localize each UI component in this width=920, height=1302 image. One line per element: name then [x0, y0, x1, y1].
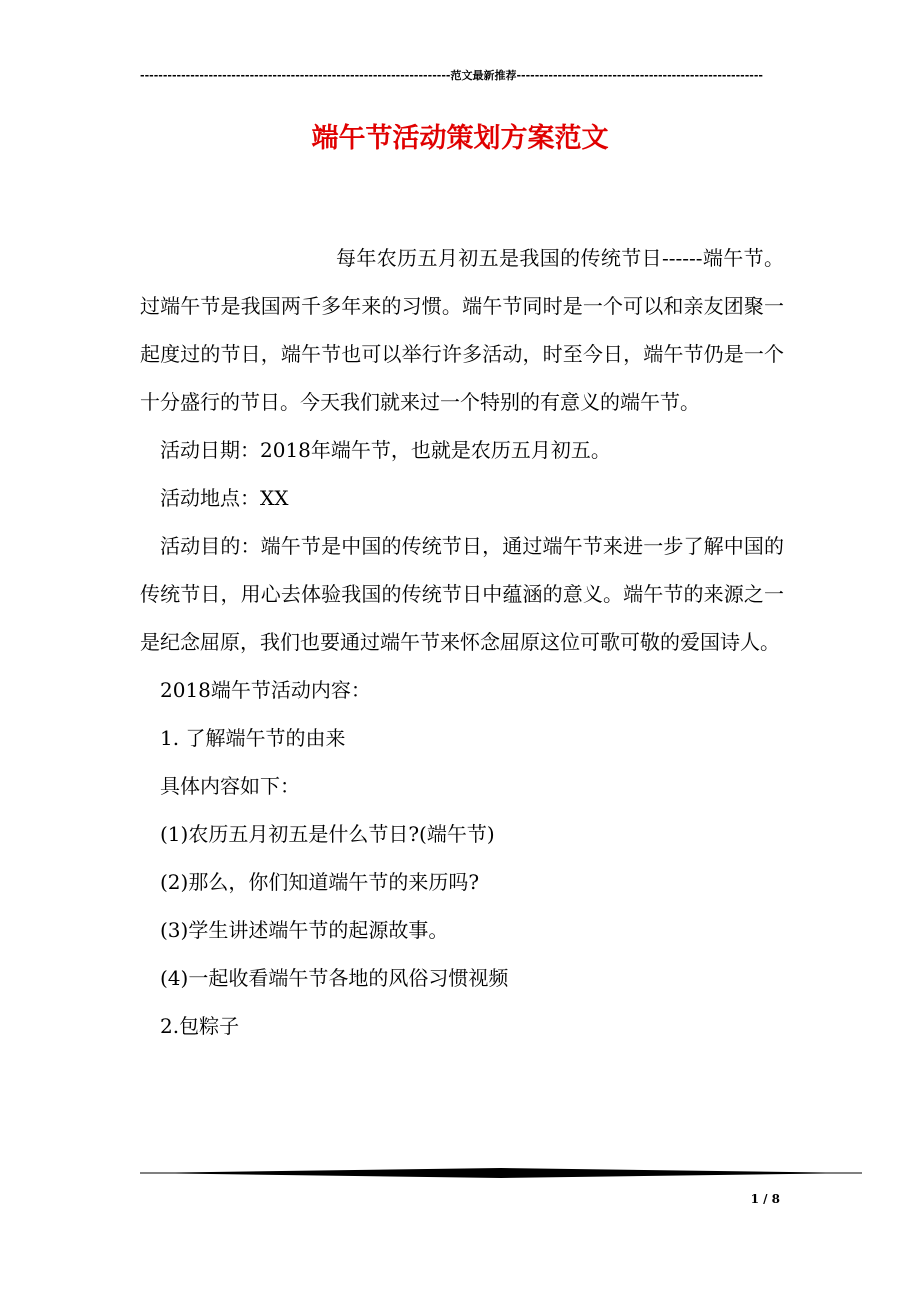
activity-purpose: 活动目的：端午节是中国的传统节日，通过端午节来进一步了解中国的传统节日，用心去体验我国的传统节日中蕴涵的意义。端午节的来源之一是纪念屈原，我们也要通过端午节来怀念屈原这位可歌可敬的爱国诗人。 — [140, 534, 784, 654]
footer-divider — [140, 1166, 862, 1180]
activity-content-heading: 2018端午节活动内容： — [160, 678, 371, 702]
list-item: (1)农历五月初五是什么节日?(端午节) — [160, 822, 495, 846]
document-body — [140, 234, 784, 1050]
intro-paragraph: 每年农历五月初五是我国的传统节日------端午节。过端午节是我国两千多年来的习惯。端午节同时是一个可以和亲友团聚一起度过的节日，端午节也可以举行许多活动，时至今日，端午节仍是一个十分盛行的节日。今天我们就来过一个特别的有意义的端午节。 — [140, 246, 784, 414]
header-banner: --------------------------------------------------------------------范文最新推荐------------------------------------------------------ — [140, 69, 763, 82]
list-item: 具体内容如下： — [160, 774, 300, 798]
page-number: 1 / 8 — [750, 1192, 780, 1206]
list-item: (3)学生讲述端午节的起源故事。 — [160, 918, 449, 942]
list-item: 2.包粽子 — [160, 1014, 240, 1038]
list-item: (2)那么，你们知道端午节的来历吗? — [160, 870, 480, 894]
list-item: 1. 了解端午节的由来 — [160, 726, 346, 750]
document-title: 端午节活动策划方案范文 — [311, 123, 609, 154]
activity-location: 活动地点：XX — [160, 486, 289, 510]
list-item: (4)一起收看端午节各地的风俗习惯视频 — [160, 966, 509, 990]
activity-date: 活动日期：2018年端午节，也就是农历五月初五。 — [160, 438, 611, 462]
